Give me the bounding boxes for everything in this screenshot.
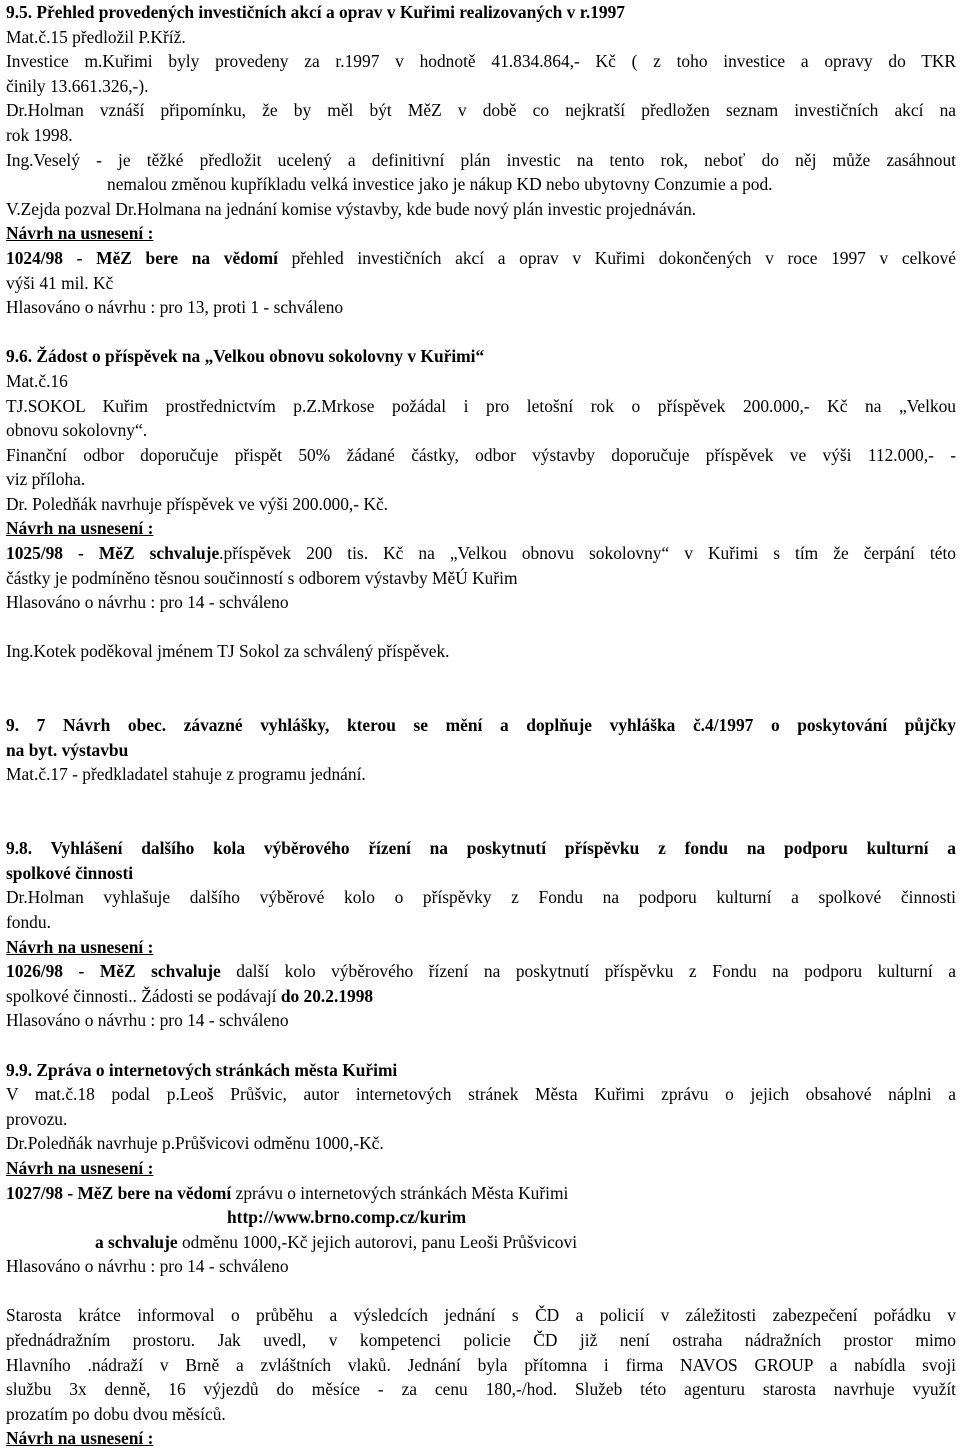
closing-para-5: prozatím po dobu dvou měsíců. (6, 1403, 226, 1424)
closing-para-3: Hlavního .nádraží v Brně a zvláštních vlaků. Jednání byla přítomna i firma NAVOS GROUP a nabídla svoji (6, 1354, 956, 1375)
closing-para-1: Starosta krátce informoval o průběhu a výsledcích jednání s ČD a policií v záležitosti zabezpečení pořádku v (6, 1305, 956, 1326)
section-9-9-vote: Hlasováno o návrhu : pro 14 - schváleno (6, 1256, 289, 1277)
section-9-8-title-b: spolkové činnosti (6, 862, 134, 883)
section-9-6-para-1b: obnovu sokolovny“. (6, 420, 148, 441)
section-9-9-para-1a: V mat.č.18 podal p.Leoš Průšvic, autor internetových stránek Města Kuřimi zprávu o jejich obsahové náplni a (6, 1084, 956, 1105)
closing-proposal-heading: Návrh na usnesení : (6, 1428, 154, 1449)
section-9-5-para-4: V.Zejda pozval Dr.Holmana na jednání komise výstavby, kde bude nový plán investic projednáván. (6, 198, 697, 219)
section-9-6-para-1a: TJ.SOKOL Kuřim prostřednictvím p.Z.Mrkose požádal i pro letošní rok o příspěvek 200.000,- Kč na „Velkou (6, 395, 956, 416)
section-9-5-para-3a: Ing.Veselý - je těžké předložit ucelený a definitivní plán investic na tento rok, neboť do něj může zasáhnout (6, 149, 956, 170)
spacer (6, 787, 956, 812)
section-9-5-title: 9.5. Přehled provedených investičních akcí a oprav v Kuřimi realizovaných v r.1997 (6, 2, 625, 22)
section-9-5-para-2a: Dr.Holman vznáší připomínku, že by měl být MěZ v době co nejkratší předložen seznam investičních akcí na (6, 100, 956, 121)
section-9-8-vote: Hlasováno o návrhu : pro 14 - schváleno (6, 1010, 289, 1031)
resolution-number: 1026/98 - MěZ schvaluje (6, 961, 221, 982)
section-9-6-resolution (6, 541, 956, 566)
section-9-6-para-3: Dr. Poledňák navrhuje příspěvek ve výši 200.000,- Kč. (6, 493, 389, 514)
section-9-8-resolution (6, 959, 956, 984)
section-9-6-para-2b: viz příloha. (6, 469, 86, 490)
section-9-6-proposal-heading: Návrh na usnesení : (6, 518, 154, 539)
section-9-5-para-1b: činily 13.661.326,-). (6, 75, 149, 96)
section-9-5-resolution-cont: výši 41 mil. Kč (6, 272, 114, 293)
resolution-number: 1024/98 - MěZ bere na vědomí (6, 247, 278, 268)
section-9-8-para-1a: Dr.Holman vyhlašuje dalšího výběrové kolo o příspěvky z Fondu na podporu kulturní a spolkové činnosti (6, 887, 956, 908)
section-9-9-para-2: Dr.Poledňák navrhuje p.Průšvicovi odměnu 1000,-Kč. (6, 1133, 384, 1154)
spacer (6, 664, 956, 689)
deadline-date: do 20.2.1998 (280, 985, 374, 1006)
spacer (6, 1033, 956, 1058)
section-9-5-vote: Hlasováno o návrhu : pro 13, proti 1 - schváleno (6, 297, 344, 318)
section-9-6-thanks: Ing.Kotek poděkoval jménem TJ Sokol za schválený příspěvek. (6, 641, 450, 662)
spacer (6, 689, 956, 714)
section-9-5-proposal-heading: Návrh na usnesení : (6, 223, 154, 244)
spacer (6, 320, 956, 345)
section-9-5-para-1a: Investice m.Kuřimi byly provedeny za r.1997 v hodnotě 41.834.864,- Kč ( z toho investice a opravy do TKR (6, 51, 956, 72)
section-9-7-title-a: 9. 7 Návrh obec. závazné vyhlášky, kterou se mění a doplňuje vyhláška č.4/1997 o poskytování půjčky (6, 715, 956, 736)
section-9-6-vote: Hlasováno o návrhu : pro 14 - schváleno (6, 592, 289, 613)
section-9-7-title-b: na byt. výstavbu (6, 739, 129, 760)
spacer (6, 812, 956, 837)
resolution-text: odměnu 1000,-Kč jejich autorovi, panu Leoši Průšvicovi (177, 1231, 578, 1252)
section-9-7-material: Mat.č.17 - předkladatel stahuje z programu jednání. (6, 764, 366, 785)
section-9-8-title-a: 9.8. Vyhlášení dalšího kola výběrového řízení na poskytnutí příspěvku z fondu na podporu kulturní a (6, 838, 956, 859)
section-9-6-para-2a: Finanční odbor doporučuje přispět 50% žádané částky, odbor výstavby doporučuje příspěvek ve výši 112.000,- - (6, 444, 956, 465)
section-9-9-resolution-cont (6, 1230, 956, 1255)
spacer (6, 615, 956, 640)
section-9-8-proposal-heading: Návrh na usnesení : (6, 936, 154, 957)
resolution-verb: a schvaluje (95, 1231, 178, 1252)
section-9-9-title: 9.9. Zpráva o internetových stránkách města Kuřimi (6, 1059, 398, 1080)
section-9-5-para-2b: rok 1998. (6, 124, 73, 145)
section-9-6-resolution-cont: částky je podmíněno těsnou součinností s odborem výstavby MěÚ Kuřim (6, 567, 518, 588)
closing-para-4: službu 3x denně, 16 výjezdů do měsíce - za cenu 180,-/hod. Služeb této agenturu starosta navrhuje využít (6, 1379, 956, 1400)
section-9-5-resolution (6, 246, 956, 271)
section-9-6-material: Mat.č.16 (6, 370, 68, 391)
resolution-text: další kolo výběrového řízení na poskytnutí příspěvku z Fondu na podporu kulturní a (220, 961, 956, 982)
resolution-number: 1025/98 - MěZ schvaluje (6, 543, 220, 564)
section-9-9-proposal-heading: Návrh na usnesení : (6, 1157, 154, 1178)
resolution-text: zprávu o internetových stránkách Města Kuřimi (231, 1182, 569, 1203)
section-9-8-para-1b: fondu. (6, 911, 51, 932)
resolution-text: .příspěvek 200 tis. Kč na „Velkou obnovu sokolovny“ v Kuřimi s tím že čerpání této (219, 543, 956, 564)
closing-para-2: přednádražním prostoru. Jak uvedl, v kompetenci policie ČD již není ostraha nádražních prostor mimo (6, 1330, 956, 1351)
spacer (6, 1279, 956, 1304)
resolution-text: spolkové činnosti.. Žádosti se podávají (6, 985, 281, 1006)
section-9-5-para-3b: nemalou změnou kupříkladu velká investice jako je nákup KD nebo ubytovny Conzumie a pod. (107, 174, 773, 195)
section-9-6-title: 9.6. Žádost o příspěvek na „Velkou obnovu sokolovny v Kuřimi“ (6, 346, 485, 367)
resolution-text: přehled investičních akcí a oprav v Kuřimi dokončených v roce 1997 v celkové (277, 247, 956, 268)
resolution-number: 1027/98 - MěZ bere na vědomí (6, 1182, 232, 1203)
section-9-9-resolution (6, 1181, 956, 1206)
section-9-9-para-1b: provozu. (6, 1108, 68, 1129)
website-url: http://www.brno.comp.cz/kurim (227, 1207, 467, 1228)
section-9-5-material: Mat.č.15 předložil P.Kříž. (6, 26, 186, 47)
section-9-8-resolution-cont (6, 984, 956, 1009)
